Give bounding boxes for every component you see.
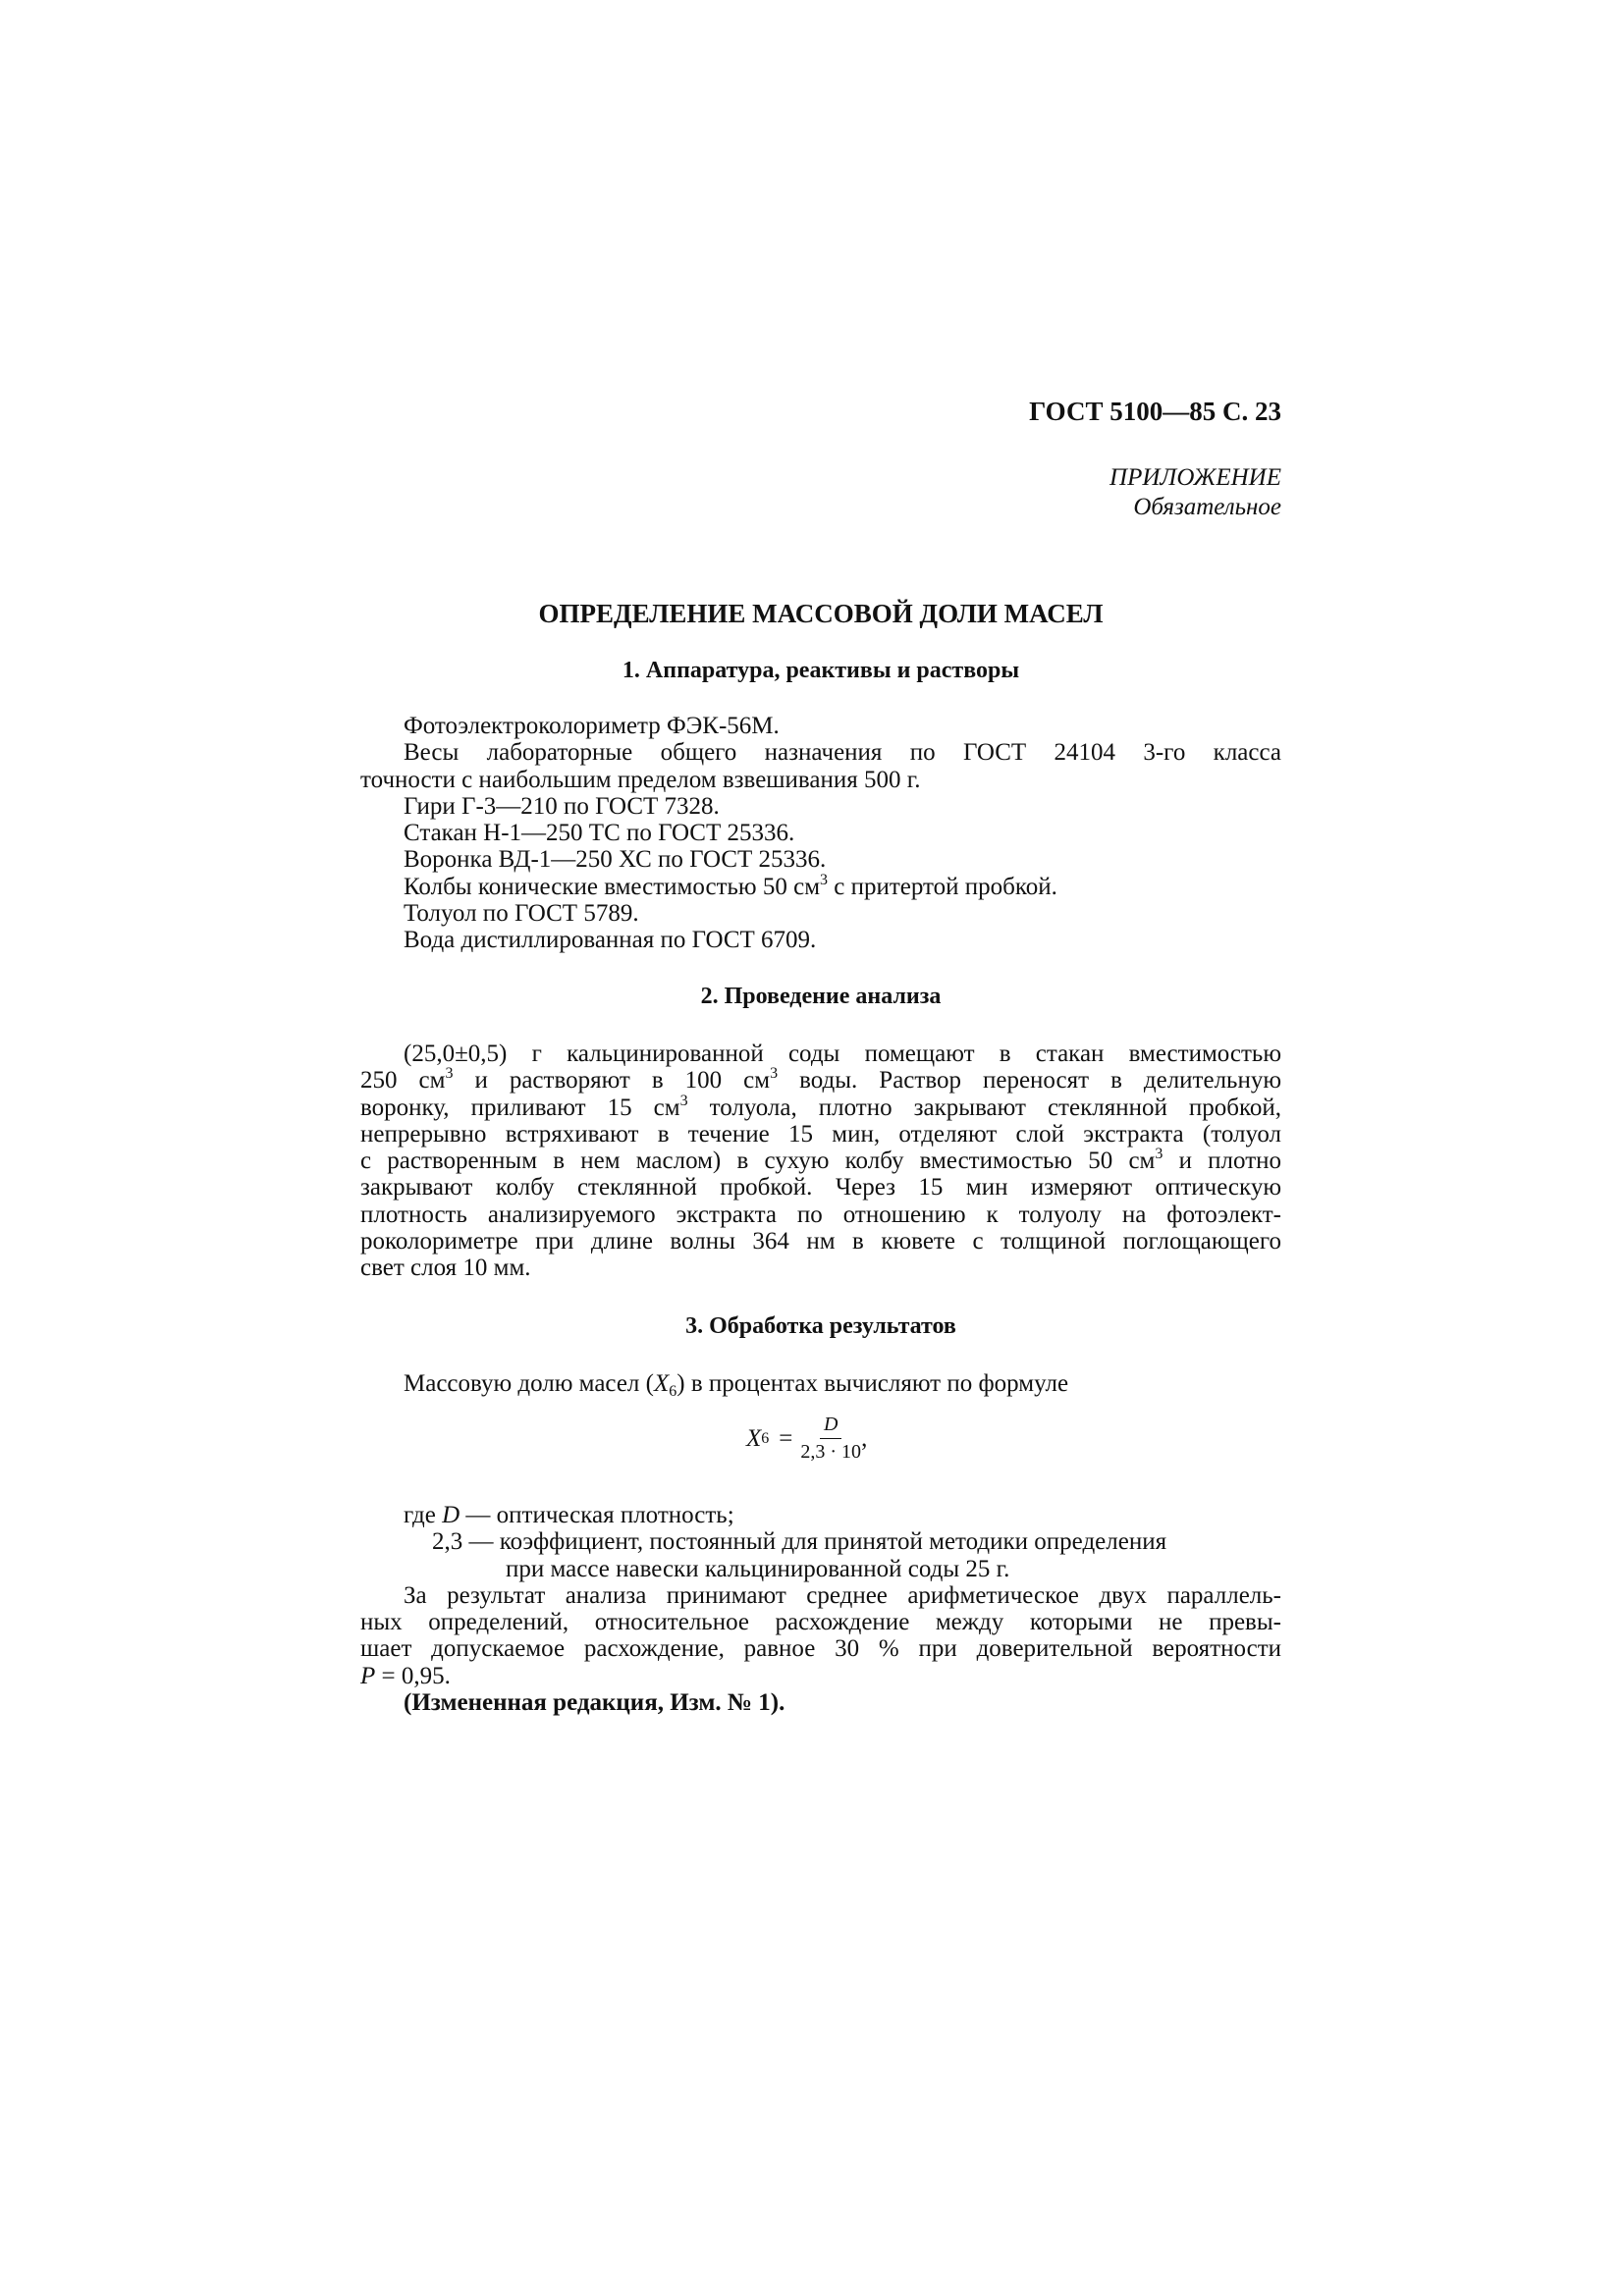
section-2-heading: 2. Проведение анализа: [700, 984, 942, 1009]
formula-comma: ,: [861, 1424, 868, 1452]
section-3-body: [360, 1502, 1281, 1716]
list-item: Стакан Н-1—250 ТС по ГОСТ 25336.: [404, 820, 795, 847]
text-run: воды. Раствор переносят в делительную: [778, 1067, 1282, 1095]
paragraph-line: закрывают колбу стеклянной пробкой. Через 15 мин измеряют оптическую: [360, 1174, 1281, 1201]
superscript: 3: [1155, 1146, 1163, 1163]
paragraph-line: [360, 1148, 1281, 1174]
document-title: ОПРЕДЕЛЕНИЕ МАССОВОЙ ДОЛИ МАСЕЛ: [538, 599, 1104, 628]
list-item-text: Колбы конические вместимостью 50 см: [404, 873, 821, 900]
list-item: Толуол по ГОСТ 5789.: [404, 900, 639, 928]
amendment-note: (Измененная редакция, Изм. № 1).: [404, 1689, 785, 1717]
section-1-body: [360, 713, 1281, 954]
text-run: где: [404, 1502, 443, 1528]
paragraph-line: [360, 1663, 1281, 1689]
appendix-label: ПРИЛОЖЕНИЕ: [1109, 464, 1281, 491]
paragraph-line: 2,3 — коэффициент, постоянный для принятой методики определения: [432, 1528, 1167, 1556]
paragraph-line: (25,0±0,5) г кальцинированной соды помещают в стакан вместимостью: [404, 1041, 1281, 1067]
subscript: 6: [669, 1383, 677, 1400]
formula-numerator: D: [820, 1414, 841, 1439]
superscript: 3: [770, 1065, 779, 1083]
formula-equals: =: [779, 1424, 793, 1452]
text-run: 250 см: [360, 1067, 446, 1095]
formula-denominator: 2,3 · 10: [800, 1441, 862, 1463]
paragraph-line: [360, 1502, 1281, 1528]
formula-lhs: X: [746, 1424, 762, 1452]
list-item: Воронка ВД-1—250 ХС по ГОСТ 25336.: [404, 846, 827, 874]
text-run: ) в процентах вычисляют по формуле: [676, 1370, 1069, 1397]
section-3-intro: [360, 1370, 1281, 1400]
text-run: воронку, приливают 15 см: [360, 1094, 680, 1121]
page-header: ГОСТ 5100—85 С. 23: [1029, 397, 1281, 426]
text-run: и плотно: [1163, 1148, 1282, 1175]
text-run: с растворенным в нем маслом) в сухую колбу вместимостью 50 см: [360, 1148, 1156, 1175]
list-item: Весы лабораторные общего назначения по ГОСТ 24104 3-го класса: [404, 739, 1281, 767]
paragraph-line: [360, 1370, 1281, 1400]
text-run: Массовую долю масел (: [404, 1370, 654, 1397]
list-item: Вода дистиллированная по ГОСТ 6709.: [404, 927, 817, 954]
text-run: и растворяют в 100 см: [453, 1067, 771, 1095]
text-run: = 0,95.: [375, 1662, 451, 1689]
text-run: — оптическая плотность;: [460, 1502, 734, 1528]
appendix-status: Обязательное: [1133, 494, 1281, 520]
paragraph-line: непрерывно встряхивают в течение 15 мин, отделяют слой экстракта (толуол: [360, 1120, 1281, 1148]
section-2-body: [360, 1041, 1281, 1282]
list-item: точности с наибольшим пределом взвешивания 500 г.: [360, 766, 921, 793]
list-item: [360, 871, 1281, 900]
paragraph-line: при массе навески кальцинированной соды 25 г.: [506, 1555, 1010, 1582]
superscript: 3: [679, 1092, 688, 1109]
paragraph-line: плотность анализируемого экстракта по отношению к толуолу на фотоэлект-: [360, 1201, 1281, 1228]
paragraph-line: За результат анализа принимают среднее арифметическое двух параллель-: [404, 1581, 1281, 1609]
paragraph-line: ных определений, относительное расхождение между которыми не превы-: [360, 1609, 1281, 1636]
paragraph-line: [360, 1067, 1281, 1094]
formula-fraction: [800, 1414, 861, 1464]
formula: X 6 = $\frac{D}{2,3 \cdot 10}$ ,: [746, 1414, 868, 1463]
paragraph-line: роколориметре при длине волны 364 нм в кювете с толщиной поглощающего: [360, 1228, 1281, 1255]
appendix-label-block: [1109, 463, 1281, 522]
list-item-text: с притертой пробкой.: [828, 873, 1057, 900]
paragraph-line: [360, 1092, 1281, 1121]
list-item: Гири Г-3—210 по ГОСТ 7328.: [404, 792, 720, 820]
text-run: толуола, плотно закрывают стеклянной пробкой,: [687, 1094, 1281, 1121]
variable-x: X: [653, 1370, 670, 1397]
section-3-heading: 3. Обработка результатов: [685, 1313, 956, 1339]
superscript: 3: [445, 1065, 454, 1083]
superscript: 3: [820, 871, 829, 888]
paragraph-line: шает допускаемое расхождение, равное 30 % при доверительной вероятности: [360, 1635, 1281, 1663]
section-1-heading: 1. Аппаратура, реактивы и растворы: [622, 658, 1020, 683]
variable-d: D: [442, 1502, 460, 1528]
list-item: Фотоэлектроколориметр ФЭК-56М.: [404, 713, 780, 739]
variable-p: P: [360, 1662, 376, 1689]
paragraph-line: свет слоя 10 мм.: [360, 1255, 531, 1282]
